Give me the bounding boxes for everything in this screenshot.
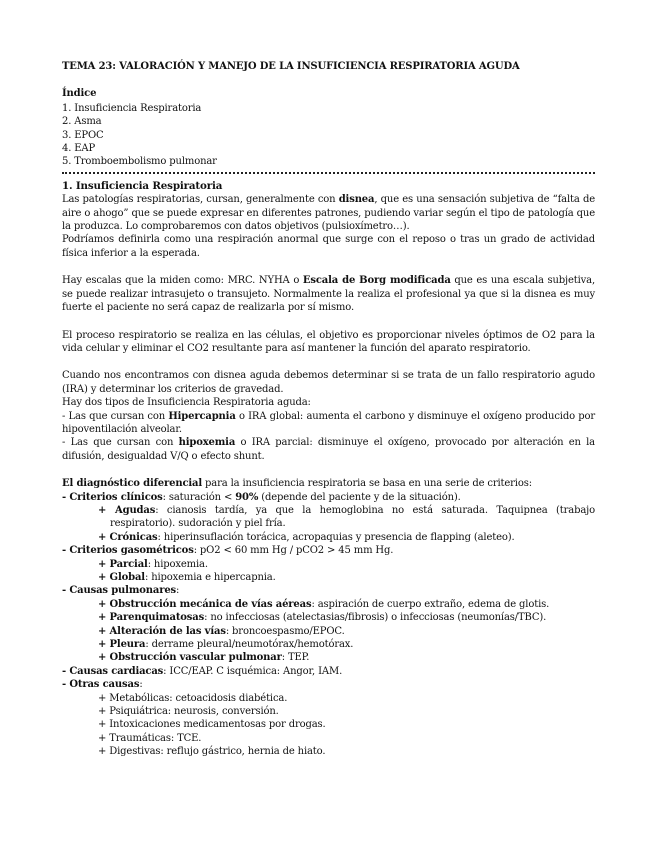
dotted-divider <box>62 172 595 174</box>
document-page <box>62 60 595 759</box>
index-item: 5. Tromboembolismo pulmonar <box>62 156 217 168</box>
list-item: + Crónicas: hiperinsuflación torácica, acropaquias y presencia de flapping (aleteo). <box>98 531 515 543</box>
index-item: 2. Asma <box>62 116 102 128</box>
list-item: + Parenquimatosas: no infecciosas (atelectasias/fibrosis) o infecciosas (neumonías/TBC). <box>98 612 547 624</box>
section-heading: 1. Insuficiencia Respiratoria <box>62 179 223 192</box>
paragraph-acute: Cuando nos encontramos con disnea aguda debemos determinar si se trata de un fallo respiratorio agudo (IRA) y determinar los criterios de gravedad. <box>62 370 595 395</box>
list-item: + Traumáticas: TCE. <box>98 732 202 744</box>
list-item: + Parcial: hipoxemia. <box>98 558 208 570</box>
index-item: 3. EPOC <box>62 129 104 141</box>
list-item: - Causas cardiacas: ICC/EAP. C isquémica: Angor, IAM. <box>62 665 343 677</box>
list-item: + Obstrucción mecánica de vías aéreas: aspiración de cuerpo extraño, edema de glotis. <box>98 598 550 610</box>
paragraph-hipoxemia: - Las que cursan con hipoxemia o IRA parcial: disminuye el oxígeno, provocado por alteración en la difusión, desigualdad V/Q o efecto shunt. <box>62 437 595 462</box>
paragraph-scales: Hay escalas que la miden como: MRC. NYHA o Escala de Borg modificada que es una escala subjetiva, se puede realizar intrasujeto o transujeto. Normalmente la realiza el profesional ya que si la disnea es muy fuerte el paciente no será capaz de realizarla por sí mismo. <box>62 275 596 314</box>
list-item: + Intoxicaciones medicamentosas por drogas. <box>98 719 326 731</box>
paragraph-definition: Podríamos definirla como una respiración anormal que surge con el reposo o tras un grado de actividad física inferior a la esperada. <box>62 234 595 259</box>
paragraph-disnea: Las patologías respiratorias, cursan, generalmente con disnea, que es una sensación subjetiva de “falta de aire o ahogo” que se puede expresar en diferentes patrones, pudiendo variar según el tipo de patología que la produzca. Lo comprobaremos con datos objetivos (pulsioxímetro…). <box>62 194 595 233</box>
list-item: + Metabólicas: cetoacidosis diabética. <box>98 692 288 704</box>
paragraph-types: Hay dos tipos de Insuficiencia Respiratoria aguda: <box>62 397 311 409</box>
list-item: + Pleura: derrame pleural/neumotórax/hemotórax. <box>98 639 354 651</box>
list-item: - Otras causas: <box>62 679 143 691</box>
list-item: + Obstrucción vascular pulmonar: TEP. <box>98 652 310 664</box>
list-item: - Criterios clínicos: saturación < 90% (depende del paciente y de la situación). <box>62 491 461 503</box>
paragraph-hipercapnia: - Las que cursan con Hipercapnia o IRA global: aumenta el carbono y disminuye el oxígeno producido por hipoventilación alveolar. <box>62 410 595 435</box>
index-section <box>62 87 595 168</box>
list-item: + Alteración de las vías: broncoespasmo/EPOC. <box>98 625 345 637</box>
list-item: - Criterios gasométricos: pO2 < 60 mm Hg / pCO2 > 45 mm Hg. <box>62 545 394 557</box>
list-item: + Digestivas: reflujo gástrico, hernia de hiato. <box>98 746 326 758</box>
paragraph-diagnostico: El diagnóstico diferencial para la insuficiencia respiratoria se basa en una serie de criterios: <box>62 478 532 490</box>
criteria-list <box>62 491 595 759</box>
index-heading: Índice <box>62 88 97 100</box>
index-item: 4. EAP <box>62 143 96 155</box>
list-item: + Agudas: cianosis tardía, ya que la hemoglobina no está saturada. Taquipnea (trabajo respiratorio). sudoración y piel fría. <box>98 504 595 530</box>
list-item: + Global: hipoxemia e hipercapnia. <box>98 572 276 583</box>
index-item: 1. Insuficiencia Respiratoria <box>62 102 202 114</box>
paragraph-process: El proceso respiratorio se realiza en las células, el objetivo es proporcionar niveles óptimos de O2 para la vida celular y eliminar el CO2 resultante para así mantener la función del aparato respiratorio. <box>62 329 595 354</box>
list-item: + Psiquiátrica: neurosis, conversión. <box>98 706 279 718</box>
list-item: - Causas pulmonares: <box>62 585 180 597</box>
page-title: TEMA 23: VALORACIÓN Y MANEJO DE LA INSUFICIENCIA RESPIRATORIA AGUDA <box>62 61 520 72</box>
